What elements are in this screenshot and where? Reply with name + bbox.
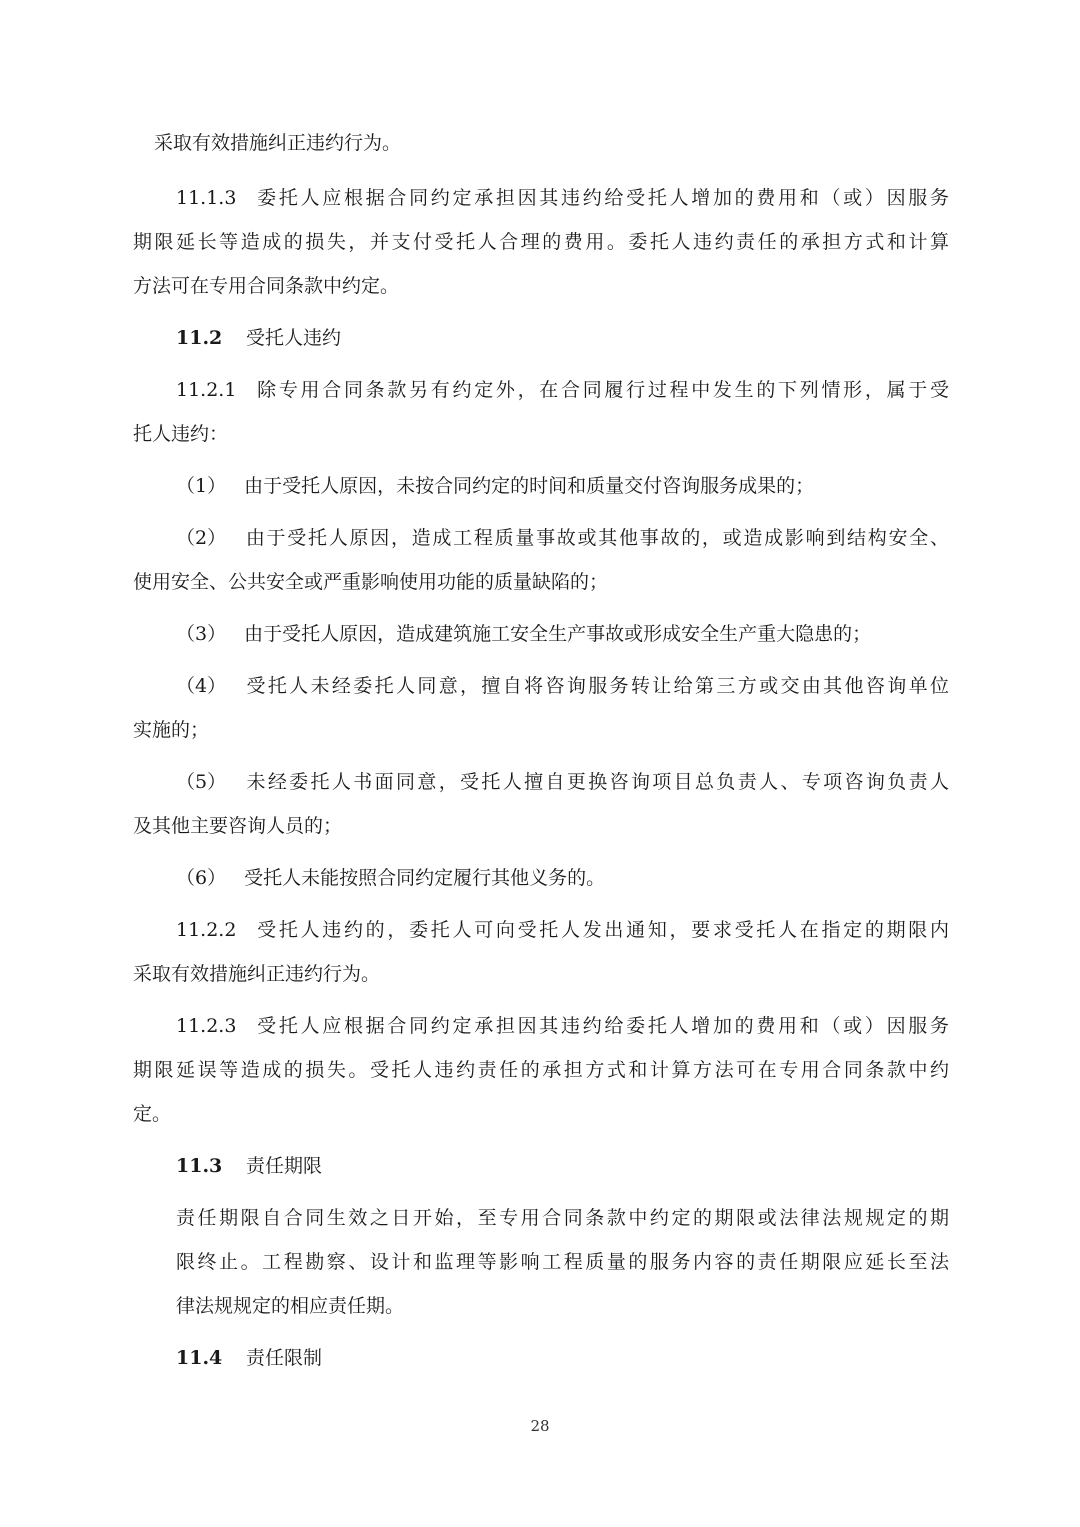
clause-number: 11.2.1	[176, 379, 237, 401]
clause-11-2-2: 11.2.2 受托人违约的，委托人可向受托人发出通知，要求受托人在指定的期限内	[176, 916, 949, 944]
page-number: 28	[530, 1417, 550, 1435]
paragraph-line: 律法规规定的相应责任期。	[176, 1295, 405, 1317]
clause-11-1-3: 11.1.3 委托人应根据合同约定承担因其违约给受托人增加的费用和（或）因服务	[176, 184, 949, 212]
paragraph-line: 限终止。工程勘察、设计和监理等影响工程质量的服务内容的责任期限应延长至法	[176, 1251, 949, 1273]
paragraph-line: 托人违约：	[133, 423, 229, 445]
paragraph-line: 方法可在专用合同条款中约定。	[133, 275, 400, 297]
paragraph-line: 采取有效措施纠正违约行为。	[154, 132, 402, 154]
heading-title: 受托人违约	[246, 327, 342, 349]
paragraph-line: 期限延误等造成的损失。受托人违约责任的承担方式和计算方法可在专用合同条款中约	[133, 1059, 949, 1081]
list-item-5: （5） 未经委托人书面同意，受托人擅自更换咨询项目总负责人、专项咨询负责人	[176, 768, 949, 796]
list-marker: （5）	[176, 771, 227, 793]
clause-number: 11.2.2	[176, 919, 237, 941]
section-heading-11-3	[176, 1152, 322, 1180]
paragraph-line: 责任期限自合同生效之日开始，至专用合同条款中约定的期限或法律法规规定的期	[176, 1207, 949, 1229]
list-marker: （6）	[176, 867, 227, 889]
paragraph-line: 使用安全、公共安全或严重影响使用功能的质量缺陷的；	[133, 571, 609, 593]
list-marker: （2）	[176, 527, 227, 549]
list-item-6: （6） 受托人未能按照合同约定履行其他义务的。	[176, 864, 605, 892]
heading-number: 11.3	[176, 1155, 223, 1177]
paragraph-line: 期限延长等造成的损失，并支付受托人合理的费用。委托人违约责任的承担方式和计算	[133, 231, 949, 253]
list-item-4: （4） 受托人未经委托人同意，擅自将咨询服务转让给第三方或交由其他咨询单位	[176, 672, 949, 700]
clause-number: 11.1.3	[176, 187, 237, 209]
clause-11-2-1: 11.2.1 除专用合同条款另有约定外，在合同履行过程中发生的下列情形，属于受	[176, 376, 949, 404]
clause-number: 11.2.3	[176, 1015, 237, 1037]
list-marker: （4）	[176, 675, 227, 697]
list-item-3: （3） 由于受托人原因，造成建筑施工安全生产事故或形成安全生产重大隐患的；	[176, 620, 871, 648]
section-heading-11-2	[176, 324, 341, 352]
list-marker: （1）	[176, 475, 227, 497]
list-marker: （3）	[176, 623, 227, 645]
clause-11-2-3: 11.2.3 受托人应根据合同约定承担因其违约给委托人增加的费用和（或）因服务	[176, 1012, 949, 1040]
list-item-2: （2） 由于受托人原因，造成工程质量事故或其他事故的，或造成影响到结构安全、	[176, 524, 949, 552]
heading-title: 责任限制	[246, 1347, 323, 1369]
heading-number: 11.4	[176, 1347, 223, 1369]
section-heading-11-4	[176, 1344, 322, 1372]
paragraph-line: 采取有效措施纠正违约行为。	[133, 963, 381, 985]
list-item-1: （1） 由于受托人原因，未按合同约定的时间和质量交付咨询服务成果的；	[176, 472, 814, 500]
paragraph-line: 定。	[133, 1103, 172, 1125]
heading-title: 责任期限	[246, 1155, 323, 1177]
paragraph-line: 及其他主要咨询人员的；	[133, 815, 343, 837]
heading-number: 11.2	[176, 327, 223, 349]
paragraph-line: 实施的；	[133, 719, 210, 741]
